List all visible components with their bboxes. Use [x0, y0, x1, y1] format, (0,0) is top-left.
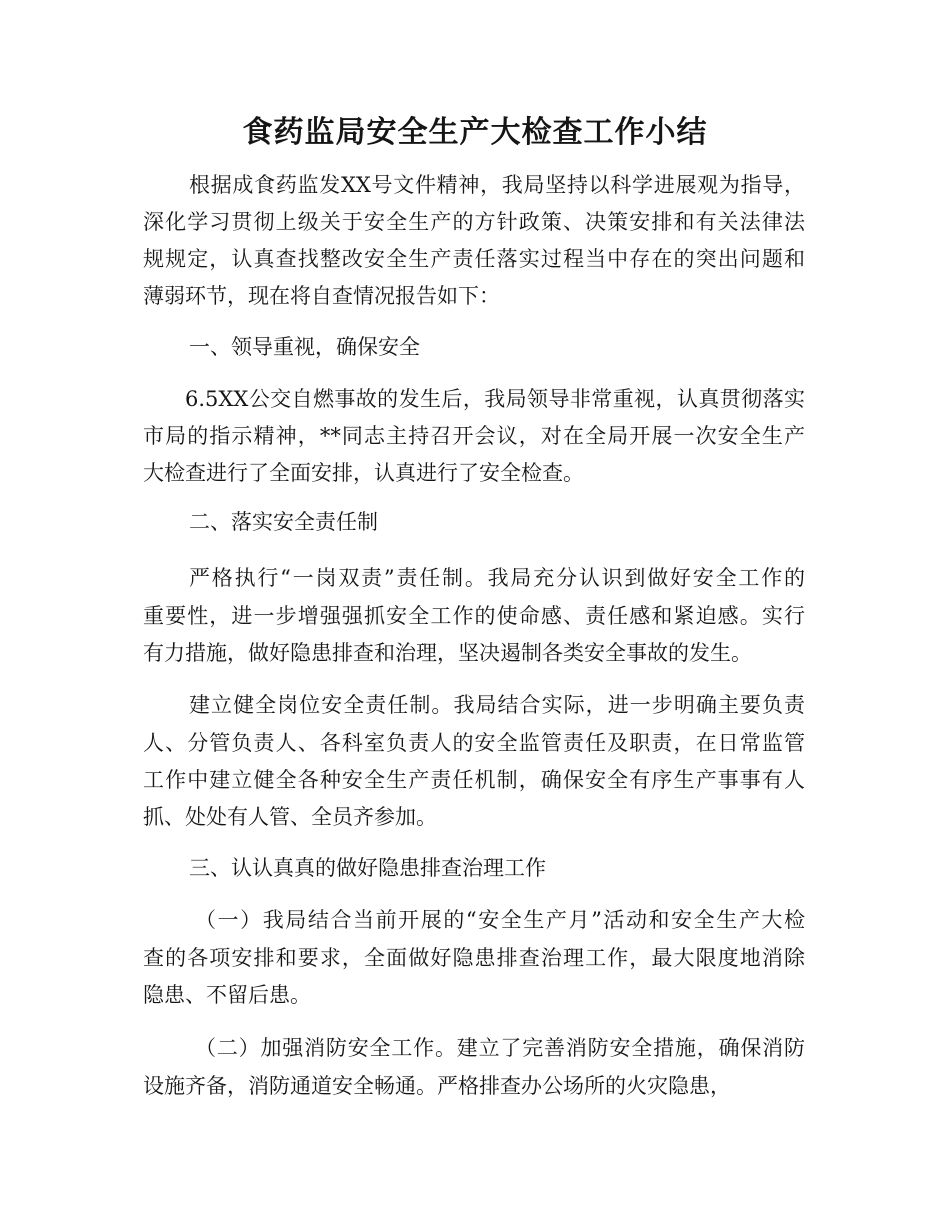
body-line: 深化学习贯彻上级关于安全生产的方针政策、决策安排和有关法律法 [143, 210, 805, 234]
body-line: 人、分管负责人、各科室负责人的安全监管责任及职责，在日常监管 [143, 731, 805, 755]
body-line: 严格执行“一岗双责”责任制。我局充分认识到做好安全工作的 [189, 566, 805, 590]
body-line: 大检查进行了全面安排，认真进行了安全检查。 [143, 461, 584, 485]
body-line: 6.5XX公交自燃事故的发生后，我局领导非常重视，认真贯彻落实 [185, 387, 805, 411]
body-line: 根据成食药监发XX号文件精神，我局坚持以科学进展观为指导， [189, 173, 805, 197]
section-heading: 三、认认真真的做好隐患排查治理工作 [189, 856, 546, 880]
body-line: 查的各项安排和要求，全面做好隐患排查治理工作，最大限度地消除 [143, 946, 805, 970]
body-line: 工作中建立健全各种安全生产责任机制，确保安全有序生产事事有人 [143, 768, 805, 792]
document-title: 食药监局安全生产大检查工作小结 [242, 115, 708, 150]
body-line: 重要性，进一步增强强抓安全工作的使命感、责任感和紧迫感。实行 [143, 604, 805, 628]
body-line: 有力措施，做好隐患排查和治理，坚决遏制各类安全事故的发生。 [143, 641, 752, 665]
section-heading: 一、领导重视，确保安全 [189, 335, 420, 359]
body-line: 规规定，认真查找整改安全生产责任落实过程当中存在的突出问题和 [143, 247, 805, 271]
body-line: 隐患、不留后患。 [143, 983, 311, 1007]
body-line: （一）我局结合当前开展的“安全生产月”活动和安全生产大检 [195, 908, 805, 932]
body-line: 薄弱环节，现在将自查情况报告如下： [143, 284, 500, 308]
body-line: 市局的指示精神，**同志主持召开会议，对在全局开展一次安全生产 [143, 424, 805, 448]
body-line: 抓、处处有人管、全员齐参加。 [143, 805, 437, 829]
body-line: （二）加强消防安全工作。建立了完善消防安全措施，确保消防 [195, 1036, 805, 1060]
body-line: 设施齐备，消防通道安全畅通。严格排查办公场所的火灾隐患， [143, 1074, 731, 1098]
section-heading: 二、落实安全责任制 [189, 510, 378, 534]
body-line: 建立健全岗位安全责任制。我局结合实际，进一步明确主要负责 [189, 693, 805, 717]
